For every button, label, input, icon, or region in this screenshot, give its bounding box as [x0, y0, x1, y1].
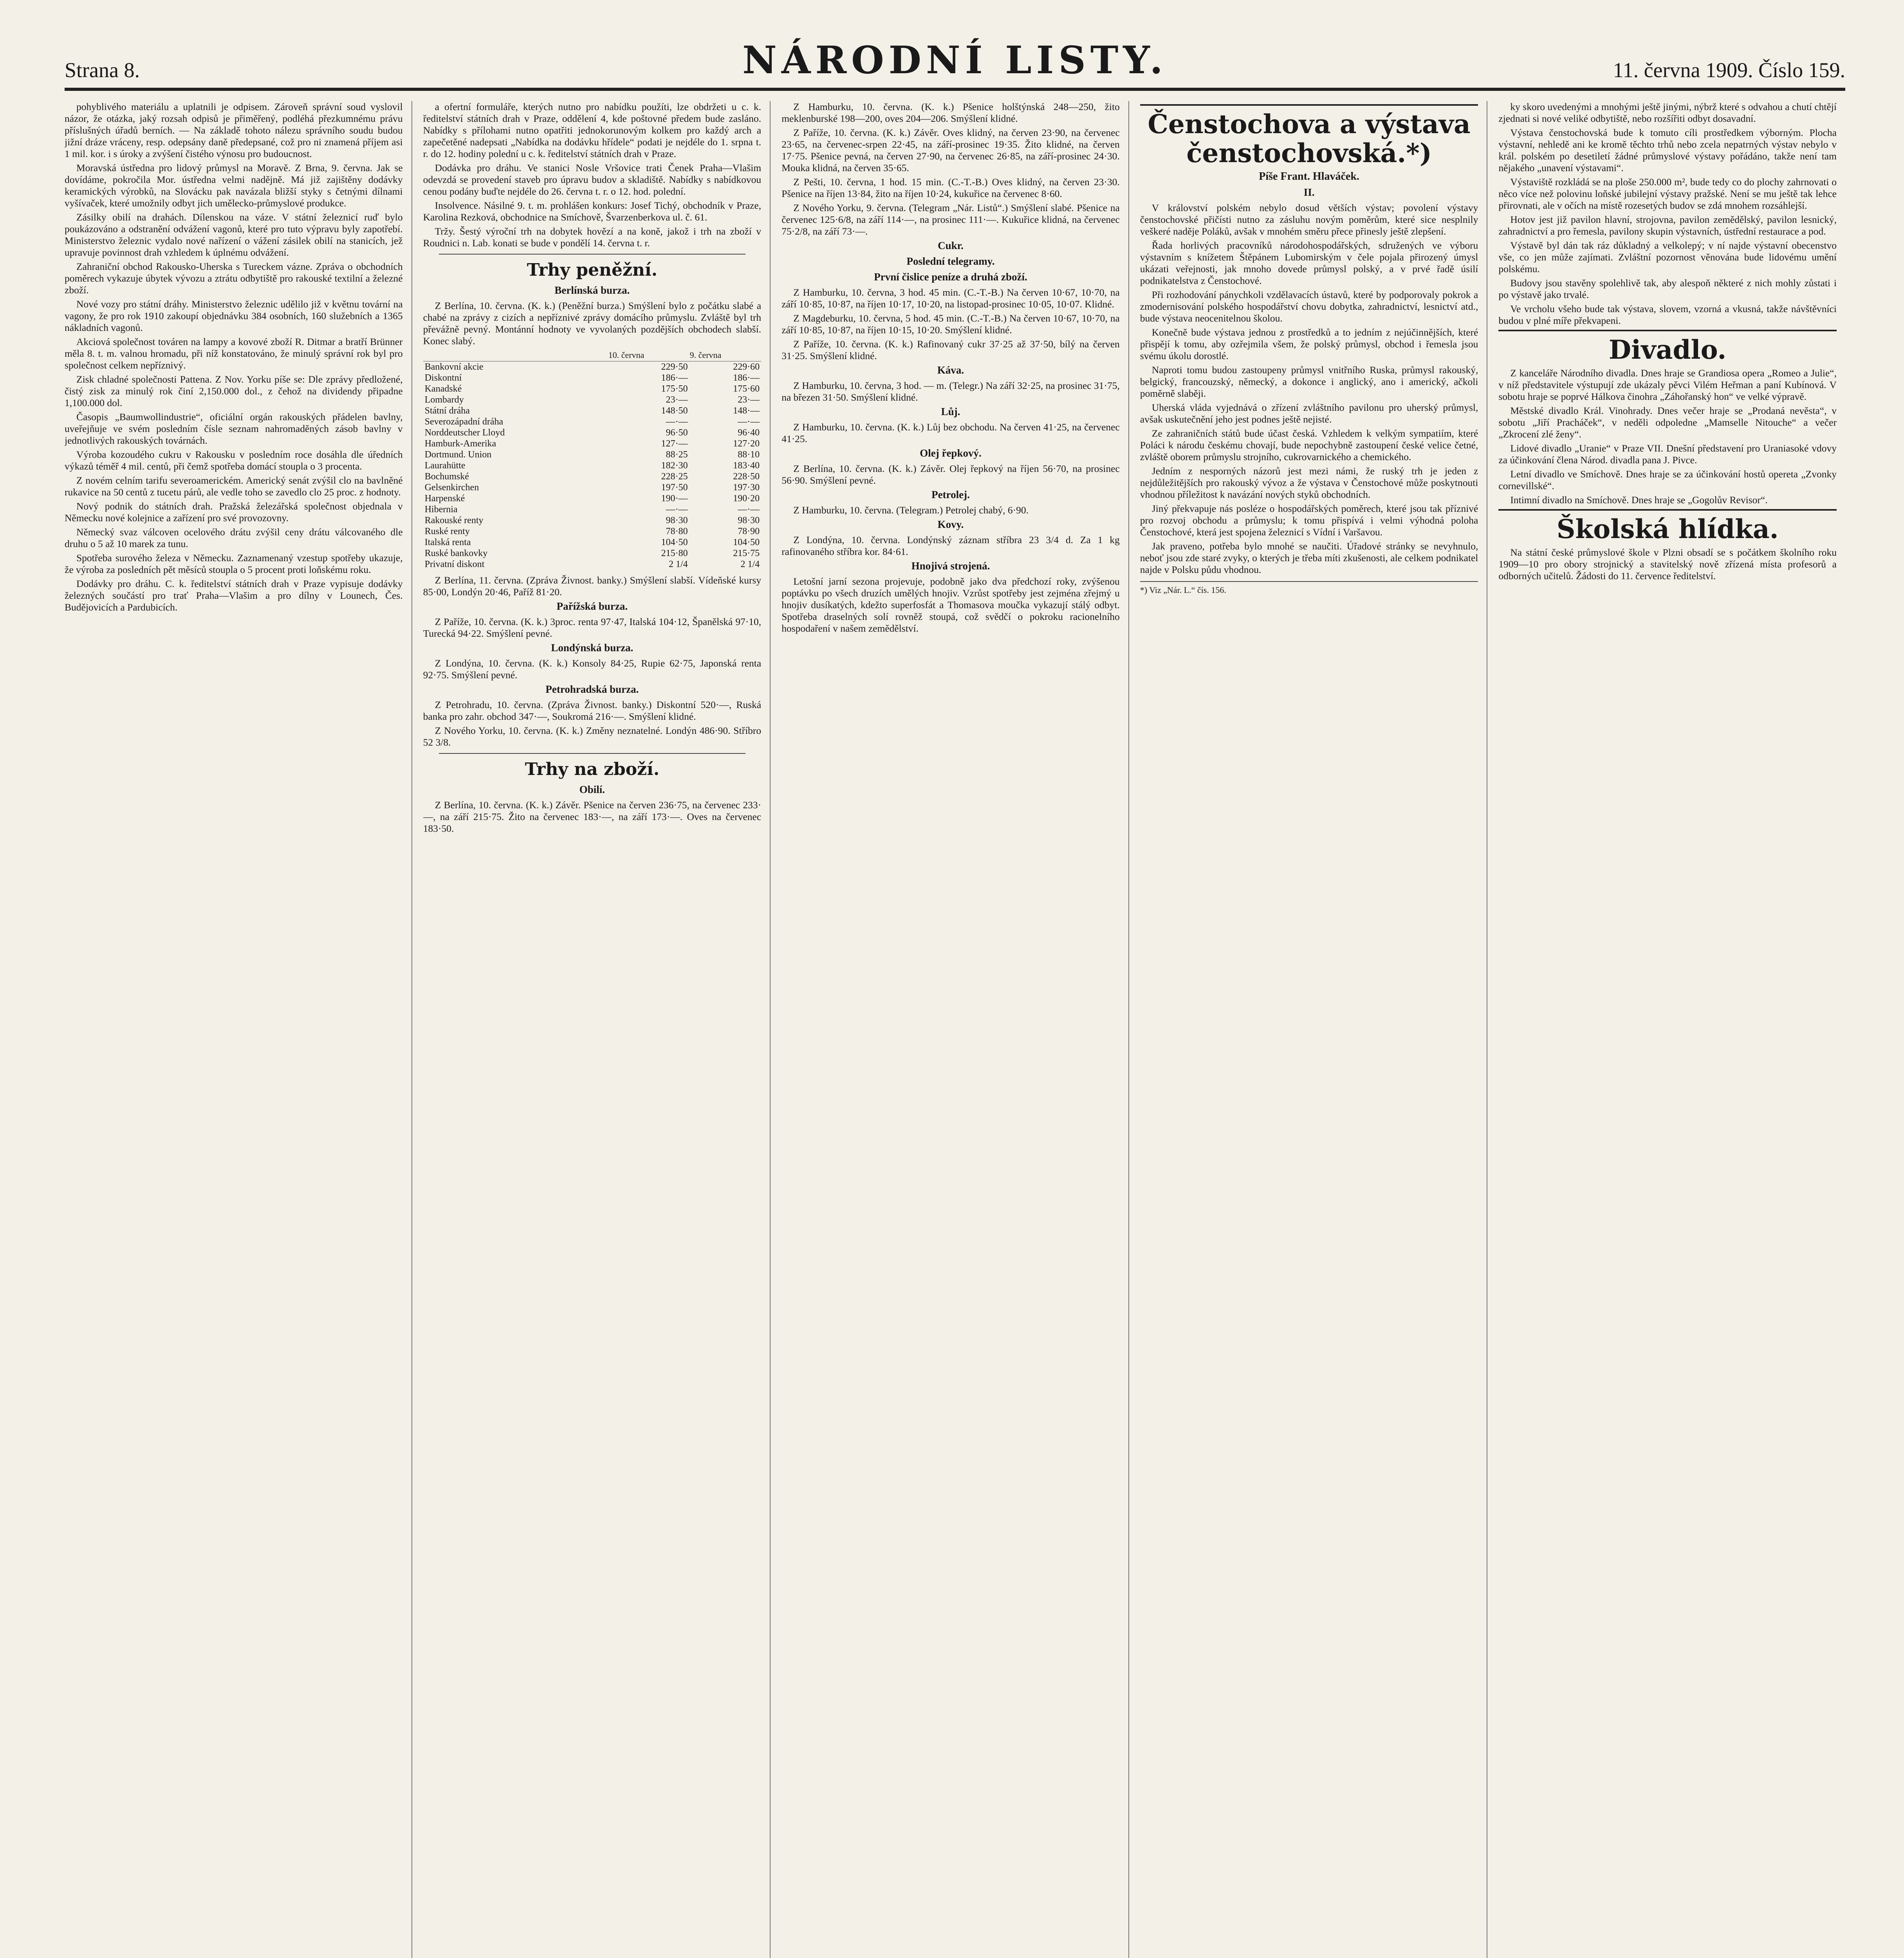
market-report: Z Pešti, 10. června, 1 hod. 15 min. (C.-T.-B.) Oves klidný, na červen 23·30. Pšenice na říjen 13·84, žito na říjen 10·24, kukuřice na červenec 8·60. [781, 176, 1120, 199]
market-report: Z Paříže, 10. června. (K. k.) 3proc. renta 97·47, Italská 104·12, Španělská 97·10, Turecká 94·22. Smýšlení pevné. [423, 616, 762, 639]
price-cell: —·— [738, 504, 760, 515]
table-row [423, 515, 762, 526]
market-report: Z Hamburku, 10. června, 3 hod. 45 min. (C.-T.-B.) Na červen 10·67, 10·70, na září 10·85, 10·87, na říjen 10·17, 10·20, na listopad-prosinec 10·05, 10·07. Klidné. [781, 287, 1120, 310]
newspaper-title: NÁRODNÍ LISTY. [742, 38, 1168, 82]
price-cell: 228·50 [733, 471, 760, 482]
metals-title: Kovy. [937, 518, 964, 530]
article-paragraph: Z novém celním tarifu severoamerickém. Americký senát zvýšil clo na bavlněné rukavice na 50 centů z tucetu párů, ale vedle toho se zavedlo clo 25 proc. z hodnoty. [65, 475, 403, 498]
article-paragraph: Nové vozy pro státní dráhy. Ministerstvo železnic udělilo již v květnu tovární na vagony, že pro rok 1910 zakoupí objednávku 384 osobních, 160 služebních a 1365 nákladních vagonů. [65, 298, 403, 333]
article-paragraph: Časopis „Baumwollindustrie“, oficiální orgán rakouských přádelen bavlny, uveřejňuje ve svém posledním čísle seznam nahromaděných zásob bavlny v jednotlivých rakouských továrnách. [65, 411, 403, 446]
market-report: Z Hamburku, 10. června. (Telegram.) Petrolej chabý, 6·90. [793, 504, 1029, 516]
security-name: Harpenské [424, 493, 465, 504]
price-cell: 88·10 [738, 450, 760, 460]
table-row [423, 405, 762, 416]
price-cell: 127·20 [733, 439, 760, 449]
page-number: Strana 8. [65, 58, 140, 82]
footnote: *) Viz „Nár. L.“ čís. 156. [1140, 581, 1478, 596]
theatre-section-title: Divadlo. [1498, 330, 1837, 364]
market-report: Z Paříže, 10. června. (K. k.) Rafinovaný cukr 37·25 až 37·50, bílý na červen 31·25. Smýšlení klidné. [781, 338, 1120, 361]
security-name: Bankovní akcie [424, 362, 484, 372]
feature-byline: Píše Frant. Hlaváček. [1259, 170, 1359, 182]
price-cell: —·— [738, 417, 760, 427]
article-paragraph: Tržy. Šestý výroční trh na dobytek hovězí a na koně, jakož i trh na zboží v Roudnici n. Lab. konati se bude v pondělí 14. června t. r. [423, 226, 762, 249]
market-report: Z Hamburku, 10. června. (K. k.) Pšenice holštýnská 248—250, žito meklenburské 198—200, oves 204—206. Smýšlení klidné. [781, 101, 1120, 124]
table-row [423, 383, 762, 394]
price-cell: 186·— [733, 373, 760, 383]
article-paragraph: Zásilky obilí na drahách. Dílenskou na váze. V státní železnicí ruď bylo poukázováno a odstranění odvážení vagonů, které pro tuto výpravu byly zapotřebí. Ministerstvo železnic vydalo nové nařízení o vážení zásilek obilí na stanicích, jež upravuje povinnost drah vzhledem k úplnému odvážení. [65, 211, 403, 258]
feature-paragraph: Jak pravenо, potřeba bylo mnohé se naučiti. Úřadové stránky se nevyhnulo, neboť jsou zde staré zvyky, o kterých je třeba míti zkušenosti, ale celkem podnikatel najde v Polsku půdu vhodnou. [1140, 540, 1478, 575]
article-paragraph: Moravská ústředna pro lidový průmysl na Moravě. Z Brna, 9. června. Jak se dovídáme, pokročila Mor. ústředna velmi nadějně. Má již zajištěny dodávky keramických výrobků, na Slovácku pak navázala bližší styky s četnými dílnami vyšívaček, které umožnily odbyt jich umělecko-průmyslové produkce. [65, 162, 403, 209]
security-name: Rakouské renty [424, 515, 484, 526]
price-cell: 23·— [666, 395, 688, 405]
feature-title: Čenstochova a výstava čenstochovská.*) [1140, 104, 1478, 168]
market-report: Z Berlína, 10. června. (K. k.) Závěr. Olej řepkový na říjen 56·70, na prosinec 56·90. Smýšlení pevné. [781, 463, 1120, 486]
table-row [423, 493, 762, 504]
article-paragraph: Výroba kozoudého cukru v Rakousku v posledním roce dosáhla dle úředních výkazů téměř 4 mil. centů, při čemž spotřeba domácí stoupla o 3 procenta. [65, 449, 403, 472]
article-paragraph: Letošní jarní sezona projevuje, podobně jako dva předchozí roky, zvýšenou poptávku po všech druzích umělých hnojiv. Vzrůst spotřeby jest zejména zřejmý u hnojiv dusíkatých, kdežto superfosfát a Thomasova moučka vykazují stálý odbyt. Spotřeba draselných solí rovněž stoupá, což svědčí o pokroku racionelního hospodaření v našem zemědělství. [781, 576, 1120, 634]
market-report: Z Hamburku, 10. června. (K. k.) Lůj bez obchodu. Na červen 41·25, na červenec 41·25. [781, 421, 1120, 444]
article-paragraph: Dodávka pro dráhu. Ve stanici Nosle Vršovice trati Čenek Praha—Vlašim odevzdá se provedení staveb pro úpravu budov a skladiště. Nabídky s nabídkovou cenou podány buďte nejdéle do 26. června t. r. o 12. hod. polední. [423, 162, 762, 197]
price-cell: 175·50 [661, 384, 688, 394]
table-row [423, 372, 762, 383]
table-header [423, 349, 608, 361]
market-report: Z Londýna, 10. června. Londýnský záznam stříbra 23 3/4 d. Za 1 kg rafinovaného stříbra kor. 84·61. [781, 534, 1120, 557]
table-row [423, 449, 762, 460]
feature-paragraph: Jiný překvapuje nás posléze o hospodářských poměrech, které jsou tak příznivé pro rozvoj obchodu a průmyslu; k tomu přispívá i velmi výhodná poloha Čenstochové, která jest spojena železnicí s Vídní i Varšavou. [1140, 503, 1478, 538]
petersburg-exchange-title: Petrohradská burza. [545, 683, 639, 695]
price-cell: 228·25 [661, 471, 688, 482]
market-report: Z Nového Yorku, 10. června. (K. k.) Změny neznatelné. Londýn 486·90. Stříbro 52 3/8. [423, 725, 762, 748]
price-cell: 98·30 [738, 515, 760, 526]
price-cell: 215·75 [733, 548, 760, 558]
column-1 [65, 101, 412, 1958]
article-paragraph: pohyblivého materiálu a uplatnili je odpisem. Zároveň správní soud vyslovil názor, že otázka, jaký rozsah odpisů je přiměřený, podléhá přezkumnému právu příslušných úřadů berních. — Na základě tohoto nálezu správního soudu budou jižní dráze vráceny, resp. odepsány daně předepsané, což pro ni znamená příjem asi 1 mil. kor. i s úroky a zvýšení čistého výnosu pro budoucnost. [65, 101, 403, 159]
divider [439, 254, 746, 255]
feature-paragraph: Při rozhodování pánychkoli vzdělavacích ústavů, které by podporovaly pokrok a zmodernisování polského hospodářství chovu dobytka, zahradnictví, lesnictví atd., bude výstava neocenitelnou školou. [1140, 289, 1478, 324]
price-cell: 229·60 [733, 362, 760, 372]
security-name: Privatní diskont [424, 559, 485, 569]
feature-part: II. [1303, 186, 1315, 198]
price-cell: 104·50 [661, 537, 688, 547]
column-3 [781, 101, 1129, 1958]
table-row [423, 427, 762, 438]
lard-title: Lůj. [941, 406, 960, 417]
security-name: Lombardy [424, 395, 464, 405]
security-name: Severozápadní dráha [424, 417, 504, 427]
security-name: Laurahütte [424, 461, 466, 471]
columns [65, 101, 1845, 1958]
divider [439, 753, 746, 754]
stock-table-body [423, 361, 762, 570]
table-header: 10. června [608, 349, 689, 361]
market-report: Z Londýna, 10. června. (K. k.) Konsoly 84·25, Rupie 62·75, Japonská renta 92·75. Smýšlení pevné. [423, 657, 762, 681]
article-paragraph: Spotřeba surového železa v Německu. Zaznamenaný vzestup spotřeby ukazuje, že výroba za posledních pět měsíců stoupla o 5 procent proti loňskému roku. [65, 552, 403, 575]
security-name: Italská renta [424, 537, 471, 547]
security-name: Hamburk-Amerika [424, 439, 496, 449]
oil-title: Olej řepkový. [920, 447, 982, 459]
security-name: Státní dráha [424, 406, 470, 416]
table-row [423, 548, 762, 559]
price-cell: 183·40 [733, 461, 760, 471]
security-name: Gelsenkirchen [424, 482, 479, 493]
price-cell: 182·30 [661, 461, 688, 471]
security-name: Diskontní [424, 373, 462, 383]
market-report: Z Hamburku, 10. června, 3 hod. — m. (Telegr.) Na září 32·25, na prosinec 31·75, na březen 31·50. Smýšlení klidné. [781, 380, 1120, 403]
feature-paragraph: ky skoro uvedenými a mnohými ještě jinými, nýbrž které s odvahou a chutí chtějí zjednati si nové veliké odbytiště, nebo rozšířiti odbyt dosavadní. [1498, 101, 1837, 124]
price-cell: —·— [666, 504, 688, 515]
feature-paragraph: Konečně bude výstava jednou z prostředků a to jedním z nejúčinnějších, které přispějí k tomu, aby ozřejmila všem, že polský průmysl, obchod i řemesla jsou svému úkolu dorostlé. [1140, 327, 1478, 361]
security-name: Dortmund. Union [424, 450, 492, 460]
price-cell: —·— [666, 417, 688, 427]
price-cell: 23·— [738, 395, 760, 405]
column-5 [1498, 101, 1845, 1958]
feature-paragraph: Řada horlivých pracovníků národohospodářských, sdružených ve výboru výstavním s knížetem Štěpánem Lubomirským v čele pojala přirozený úmysl ukázati veřejnosti, jak mnoho dovede průmysl polský, a v prvé řadě úsilí podnikatelstva z Čenstochové. [1140, 240, 1478, 286]
table-header: 9. června [689, 349, 762, 361]
table-row [423, 460, 762, 471]
theatre-notice: Z kanceláře Národního divadla. Dnes hraje se Grandiosa opera „Romeo a Julie“, v níž představitele výstupují zde ukázaly pěvci Vilém Heřman a paní Kubínová. V sobotu hraje se poprvé Hálkova činohra „Záhořanský hon“ ve velké výpravě. [1498, 367, 1837, 402]
article-paragraph: Nový podnik do státních drah. Pražská železářská společnost objednala v Německu nové kolejnice a zařízení pro své provozovny. [65, 500, 403, 524]
price-cell: 2 1/4 [669, 559, 688, 569]
article-paragraph: Insolvence. Násilné 9. t. m. prohlášen konkurs: Josef Tichý, obchodník v Praze, Karolina Rezková, obchodnice na Smíchově, Švarzenberkova ul. č. 61. [423, 200, 762, 223]
security-name: Norddeutscher Lloyd [424, 428, 505, 438]
column-4 [1140, 101, 1488, 1958]
feature-paragraph: Výstavě byl dán tak ráz důkladný a velkolepý; v ní najde výstavní obecenstvo vše, co jen může zajímati. Zvláštní pozornost věnována bude lidovému umění polskému. [1498, 240, 1837, 275]
grain-subtitle: Obilí. [579, 784, 605, 795]
article-paragraph: Zisk chladné společnosti Pattena. Z Nov. Yorku píše se: Dle zprávy předložené, čistý zisk za minulý rok činí 2,150.000 dol., z čehož na dividendy připadne 1,100.000 dol. [65, 374, 403, 408]
security-name: Kanadské [424, 384, 462, 394]
price-cell: 104·50 [733, 537, 760, 547]
table-row [423, 526, 762, 537]
column-2 [423, 101, 771, 1958]
theatre-notice: Městské divadlo Král. Vinohrady. Dnes večer hraje se „Prodaná nevěsta“, v sobotu „Jiří Pracháček“, v neděli odpoledne „Mamselle Nitouche“ a večer „Zkrocení zlé ženy“. [1498, 405, 1837, 440]
section-title-commodity-markets: Trhy na zboží. [525, 759, 660, 779]
article-paragraph: Zahraniční obchod Rakousko-Uherska s Tureckem vázne. Zpráva o obchodních poměrech vykazuje úbytek vývozu a ztrátu odbytiště pro rakouské textilní a železné zboží. [65, 261, 403, 296]
london-exchange-title: Londýnská burza. [551, 642, 633, 654]
table-row [423, 361, 762, 373]
table-row [423, 559, 762, 570]
price-cell: 190·— [661, 493, 688, 504]
price-cell: 175·60 [733, 384, 760, 394]
theatre-notice: Intimní divadlo na Smíchově. Dnes hraje se „Gogolův Revisor“. [1510, 494, 1768, 506]
price-cell: 197·50 [661, 482, 688, 493]
sugar-title: Cukr. [938, 240, 964, 251]
security-name: Bochumské [424, 471, 469, 482]
price-cell: 197·30 [733, 482, 760, 493]
feature-paragraph: Uherská vláda vyjednává o zřízení zvláštního pavilonu pro uherský průmysl, avšak uskutečnění jeho jest podnes ještě nejisté. [1140, 402, 1478, 425]
fertilizer-title: Hnojivá strojená. [911, 560, 990, 572]
theatre-notice: Lidové divadlo „Uranie“ v Praze VII. Dnešní představení pro Uraniasoké vdovy za účinkování člena Národ. divadla pana J. Pivce. [1498, 443, 1837, 466]
market-report: Z Nového Yorku, 9. června. (Telegram „Nár. Listů“.) Smýšlení slabé. Pšenice na červenec 125·6/8, na září 114·—, na prosinec 111·—. Kukuřice klidná, na červenec 75·2/8, na září 73·—. [781, 202, 1120, 237]
security-name: Hibernia [424, 504, 458, 515]
article-paragraph: Akciová společnost továren na lampy a kovové zboží R. Ditmar a bratří Brünner měla 8. t. m. valnou hromadu, při níž konstatováno, že minulý správní rok byl pro společnost celkem nepříznivý. [65, 336, 403, 371]
market-report: Z Magdeburku, 10. června, 5 hod. 45 min. (C.-T.-B.) Na červen 10·67, 10·70, na září 10·85, 10·87, na říjen 10·15, 10·20. Smýšlení klidné. [781, 312, 1120, 336]
issue-date: 11. června 1909. Číslo 159. [1613, 58, 1845, 82]
table-row [423, 504, 762, 515]
table-row [423, 482, 762, 493]
security-name: Ruské bankovky [424, 548, 488, 558]
price-cell: 2 1/4 [740, 559, 760, 569]
price-cell: 186·— [661, 373, 688, 383]
market-report: Z Petrohradu, 10. června. (Zpráva Živnost. banky.) Diskontní 520·—, Ruská banka pro zahr. obchod 347·—, Soukromá 216·—. Smýšlení klidné. [423, 699, 762, 722]
petrol-title: Petrolej. [931, 489, 970, 500]
price-cell: 88·25 [666, 450, 688, 460]
price-cell: 229·50 [661, 362, 688, 372]
feature-paragraph: Výstava čenstochovská bude k tomuto cíli prostředkem výborným. Plocha výstavní, nehledě ani ke kromě těchto trhů nebo zcela nepatrných výstav nebylo v král. polském po desetiletí žádné průmyslové výstavy pořádáno, takže není tam nějakého „unavení výstavami“. [1498, 127, 1837, 173]
school-section-title: Školská hlídka. [1498, 509, 1837, 544]
feature-paragraph: V království polském nebylo dosud větších výstav; povolení výstavy čenstochovské přičísti nutno za zásluhu novým poměrům, které sice nesplnily veškeré naděje Poláků, avšak v mnohém směru přece přinesly ještě zlepšení. [1140, 202, 1478, 237]
price-cell: 127·— [661, 439, 688, 449]
price-cell: 148·— [733, 406, 760, 416]
school-notice: Na státní české průmyslové škole v Plzni obsadí se s počátkem školního roku 1909—10 pro obory strojnický a stavitelský nově zřízená místa profesorů a odborných učitelů. Žádosti do 11. července ředitelství. [1498, 547, 1837, 582]
price-cell: 98·30 [666, 515, 688, 526]
table-row [423, 394, 762, 405]
paris-exchange-title: Pařížská burza. [556, 600, 628, 612]
security-name: Ruské renty [424, 526, 470, 536]
feature-paragraph: Budovy jsou stavěny spolehlivě tak, aby alespoň některé z nich mohly zůstati i po výstavě jako trvalé. [1498, 277, 1837, 300]
price-cell: 190·20 [733, 493, 760, 504]
feature-paragraph: Hotov jest již pavilon hlavní, strojovna, pavilon zemědělský, pavilon lesnický, zahradnictví a pro řemesla, pavilony skupin výstavních, ústřední restaurace a pod. [1498, 214, 1837, 237]
price-cell: 148·50 [661, 406, 688, 416]
telegrams-title: Poslední telegramy. [906, 255, 995, 267]
masthead [65, 23, 1845, 91]
feature-paragraph: Ze zahraničních států bude účast česká. Vzhledem k velkým sympatiím, které Poláci k národu českému chovají, bude nepochybně zastoupení české velice četné, zvláště oborem průmyslu strojního, cukrovarnického a chemického. [1140, 428, 1478, 462]
table-row [423, 416, 762, 427]
berlin-exchange-title: Berlínská burza. [554, 284, 630, 296]
article-paragraph: a ofertní formuláře, kterých nutno pro nabídku použíti, lze obdržeti u c. k. ředitelství státních drah v Praze, oddělení 4, kde poštovné předem bude zasláno. Nabídky s přílohami nutno opatřiti jednokorunovým kolkem pro každý arch a zapečetěné nadepsati „Nabídka na dodávku hřídele“ podati je nejdéle do 1. srpna t. r. do 12. hodiny polední u c. k. ředitelství státních drah v Praze. [423, 101, 762, 159]
market-report: Z Berlína, 10. června. (K. k.) (Peněžní burza.) Smýšlení bylo z počátku slabé a chabé na zprávy z cizích a nepříznivé zprávy domácího průmyslu. Zvláště byl trh převážně pevný. Montánní hodnoty ve vyvolaných pozdějších obchodech slabší. Konec slabý. [423, 300, 762, 347]
feature-paragraph: Výstaviště rozkládá se na ploše 250.000 m², bude tedy co do plochy zahrnovati o něco více než polovinu loňské jubilejní výstavy pražské. Není se mu ještě tak lehce přirovnati, ale v očích na místě rozesetých budov se zdá mnohem rozsáhlejší. [1498, 176, 1837, 211]
market-report: Z Berlína, 11. června. (Zpráva Živnost. banky.) Smýšlení slabší. Vídeňské kursy 85·00, Londýn 20·46, Paříž 81·20. [423, 574, 762, 598]
article-paragraph: Dodávky pro dráhu. C. k. ředitelství státních drah v Praze vypisuje dodávky železných součástí pro trať Praha—Vlašim a pro dílny v Lounech, Čes. Budějovicích a Pardubicích. [65, 578, 403, 613]
table-row [423, 537, 762, 548]
table-row [423, 471, 762, 482]
feature-paragraph: Ve vrcholu všeho bude tak výstava, slovem, vzorná a vkusná, takže návštěvníci budou v plné míře překvapeni. [1498, 303, 1837, 326]
coffee-title: Káva. [937, 364, 964, 376]
feature-paragraph: Jedním z nesporných názorů jest mezi námi, že ruský trh je jeden z nejdůležitějších pro rakouský vývoz a že výstava v Čenstochové může poskytnouti vhodnou příležitost k navázání nových styků obchodních. [1140, 465, 1478, 500]
article-paragraph: Německý svaz válcoven ocelového drátu zvýšil ceny drátu válcovaného dle druhu o 5 až 10 marek za tunu. [65, 526, 403, 549]
feature-paragraph: Naproti tomu budou zastoupeny průmysl vnitřního Ruska, průmysl rakouský, belgický, francouzský, německý, a dokonce i anglický, ano i americký, ačkoli poměrně slaběji. [1140, 364, 1478, 399]
market-report: Z Paříže, 10. června. (K. k.) Závěr. Oves klidný, na červen 23·90, na červenec 23·65, na červenec-srpen 22·45, na září-prosinec 19·35. Žito klidné, na červen 17·75. Pšenice pevná, na červen 27·90, na červenec 26·85, na září-prosinec 24·30. Mouka klidná, na červen 35·65. [781, 127, 1120, 173]
table-row [423, 438, 762, 449]
market-report: Z Berlína, 10. června. (K. k.) Závěr. Pšenice na červen 236·75, na červenec 233·—, na září 215·75. Žito na červenec 183·—, na září 173·—. Oves na červenec 183·50. [423, 799, 762, 834]
price-cell: 96·40 [738, 428, 760, 438]
price-cell: 78·90 [738, 526, 760, 536]
price-cell: 215·80 [661, 548, 688, 558]
price-cell: 78·80 [666, 526, 688, 536]
section-title-money-markets: Trhy peněžní. [527, 260, 658, 280]
theatre-notice: Letní divadlo ve Smíchově. Dnes hraje se za účinkování hostů opereta „Zvonky cornevillské“. [1498, 468, 1837, 491]
stock-table [423, 349, 762, 570]
price-cell: 96·50 [666, 428, 688, 438]
telegrams-note: První čislice peníze a druhá zboží. [874, 271, 1027, 283]
table-header-row [423, 349, 762, 361]
